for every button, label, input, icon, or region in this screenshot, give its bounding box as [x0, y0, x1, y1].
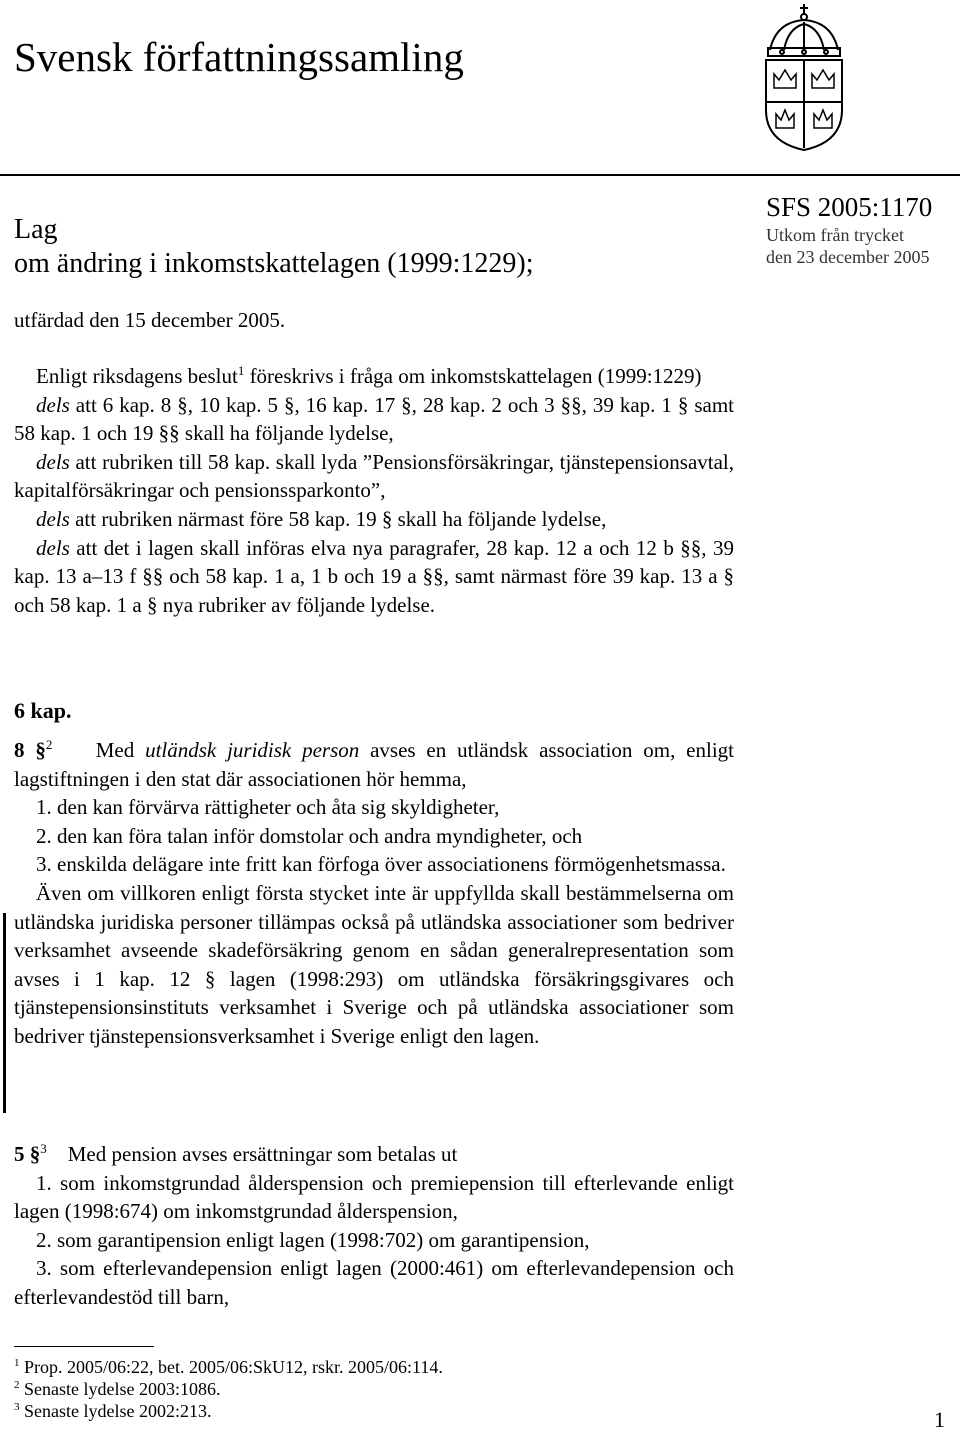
list-item: 2. den kan föra talan inför domstolar och andra myndigheter, och: [36, 823, 583, 848]
header-rule: [0, 174, 960, 176]
publication-title: Svensk författningssamling: [14, 34, 464, 80]
list-item: 1. den kan förvärva rättigheter och åta sig skyldigheter,: [36, 795, 500, 820]
list-item: 3. enskilda delägare inte fritt kan förfoga över associationens förmögenhetsmassa.: [36, 852, 726, 877]
footnote: [14, 1356, 443, 1378]
section-5: [14, 1140, 734, 1312]
section-number: 8 §: [14, 738, 46, 762]
footnote-number: 1: [14, 1357, 20, 1369]
published-line-2: den 23 december 2005: [766, 247, 930, 267]
dels-paragraph: [14, 505, 734, 534]
dels-paragraph: [14, 448, 734, 505]
preamble-text: Enligt riksdagens beslut: [36, 364, 238, 388]
footnote-rule: [14, 1346, 154, 1347]
footnote-text: Prop. 2005/06:22, bet. 2005/06:SkU12, rskr. 2005/06:114.: [24, 1357, 443, 1377]
dels-paragraph: [14, 391, 734, 448]
list-item: 1. som inkomstgrundad ålderspension och premiepension till efterlevande enligt lagen (1998:674) om inkomstgrundad ålderspension,: [14, 1170, 734, 1224]
published-line-1: Utkom från trycket: [766, 225, 904, 245]
list-item: 3. som efterlevandepension enligt lagen (2000:461) om efterlevandepension och efterlevandestöd till barn,: [14, 1256, 734, 1309]
preamble-paragraph: [14, 362, 734, 391]
issued-date: utfärdad den 15 december 2005.: [14, 308, 286, 332]
footnote-text: Senaste lydelse 2002:213.: [24, 1401, 212, 1421]
footnote-number: 3: [14, 1401, 20, 1413]
defined-term: utländsk juridisk person: [145, 738, 360, 762]
section-8: [14, 736, 734, 1051]
section-text: Med pension avses ersättningar som betalas ut: [67, 1142, 458, 1166]
law-heading: [14, 213, 533, 281]
list-item: 2. som garantipension enligt lagen (1998:702) om garantipension,: [36, 1227, 590, 1252]
chapter-heading: 6 kap.: [14, 698, 72, 723]
dels-label: dels: [36, 449, 70, 474]
footnote-text: Senaste lydelse 2003:1086.: [24, 1379, 221, 1399]
dels-label: dels: [36, 506, 70, 531]
section-paragraph: Även om villkoren enligt första stycket inte är uppfyllda skall bestämmelserna om utländska juridiska personer tillämpas också på utländska associationer som bedriver verksamhet avseende skadeförsäkring genom en sådan generalrepresentation som avses i 1 kap. 12 § lagen (1998:293) om utländska försäkringsgivares och tjänstepensionsinstituts verksamhet i Sverige och på utländska associationer som bedriver tjänstepensionsverksamhet i Sverige enligt den lagen.: [14, 880, 734, 1048]
footnote-number: 2: [14, 1379, 20, 1391]
footnotes: [14, 1356, 443, 1422]
dels-text: att 6 kap. 8 §, 10 kap. 5 §, 16 kap. 17 §, 28 kap. 2 och 3 §§, 39 kap. 1 § samt 58 kap. 1 och 19 §§ skall ha följande lydelse,: [14, 392, 734, 446]
dels-text: att rubriken till 58 kap. skall lyda ”Pensionsförsäkringar, tjänstepensionsavtal, kapitalförsäkringar och pensionssparkonto”,: [14, 449, 734, 503]
section-lead: [14, 736, 734, 793]
dels-text: att det i lagen skall införas elva nya paragrafer, 28 kap. 12 a och 12 b §§, 39 kap. 13 a–13 f §§ och 58 kap. 1 a, 1 b och 19 a §§, samt närmast före 39 kap. 13 a § och 58 kap. 1 a § nya rubriker av följande lydelse.: [14, 535, 734, 617]
footnote: [14, 1400, 443, 1422]
dels-label: dels: [36, 535, 70, 560]
preamble-text: föreskrivs i fråga om inkomstskattelagen (1999:1229): [244, 364, 702, 388]
change-bar: [3, 913, 6, 1113]
section-number: 5 §: [14, 1142, 41, 1166]
section-text: Med: [95, 738, 146, 762]
footnote-ref: 2: [45, 737, 53, 752]
dels-paragraph: [14, 534, 734, 620]
footnote: [14, 1378, 443, 1400]
section-text: avses en utländsk association om, enligt lagstiftningen i den stat där associationen hör hemma,: [14, 738, 734, 791]
swedish-coat-of-arms-icon: [752, 2, 856, 152]
law-type: Lag: [14, 214, 58, 245]
footnote-ref: 1: [237, 363, 245, 378]
dels-label: dels: [36, 392, 70, 417]
law-title: om ändring i inkomstskattelagen (1999:1229);: [14, 248, 534, 279]
dels-text: att rubriken närmast före 58 kap. 19 § skall ha följande lydelse,: [69, 506, 607, 531]
preamble: [14, 362, 734, 619]
section-lead: [14, 1140, 734, 1169]
sfs-number: SFS 2005:1170: [766, 192, 933, 222]
page-number: 1: [934, 1407, 945, 1432]
sfs-block: [766, 190, 956, 268]
footnote-ref: 3: [40, 1141, 47, 1156]
